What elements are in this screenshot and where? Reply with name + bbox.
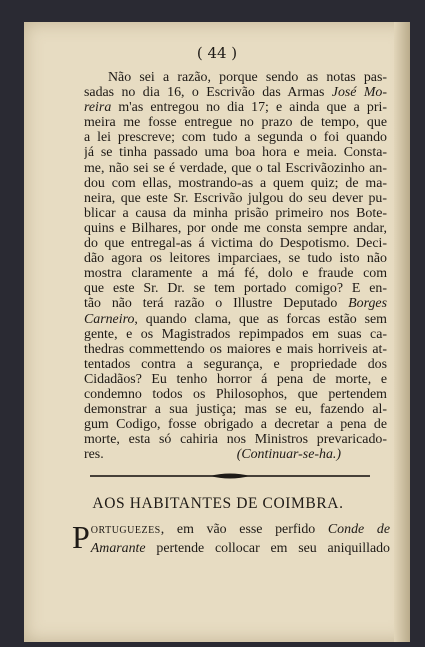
paragraph-1-line: do que entregal-as á victima do Despotismo. Deci- [84, 236, 387, 252]
drop-cap: P [72, 519, 90, 555]
paragraph-1-line: meira me fosse entregue no prazo de tempo, que [84, 115, 387, 131]
paragraph-1-line: a lei prescreve; com tudo a segunda o foi quando [84, 130, 387, 146]
paragraph-1-line: morte, esta só cahiria nos Ministros prevaricado- [84, 432, 387, 448]
paragraph-1-line: tão não terá razão o Illustre Deputado Borges [84, 296, 387, 312]
paragraph-2-line-2-italic: Amarante [90, 541, 146, 556]
paragraph-2-line-2 [72, 539, 390, 558]
paragraph-1-line: dão agora os leitores imparciaes, se tudo isto não [84, 251, 387, 267]
paragraph-1-line: demonstrar a sua justiça; mas se eu, fazendo al- [84, 402, 387, 418]
paragraph-1-line: gum Codigo, fosse obrigado a decretar a pena de [84, 417, 387, 433]
paragraph-2-line-1-text: , em vão esse perfido [160, 522, 316, 537]
page-number: ( 44 ) [196, 44, 238, 62]
paragraph-1-line: gente, e os Magistrados repimpados em suas ca- [84, 326, 387, 342]
section-divider [90, 472, 370, 480]
paragraph-1-line: Não sei a razão, porque sendo as notas pas- [108, 70, 387, 85]
book-page [24, 22, 410, 642]
paragraph-2 [72, 520, 390, 558]
paragraph-1-line: Cidadãos? Eu tenho horror á pena de morte, e [84, 371, 387, 387]
paragraph-1-line: reira m'as entregou no dia 17; e ainda que a pri- [84, 100, 387, 116]
paragraph-1-line: já se tinha passado uma boa hora e meia. Consta- [84, 145, 387, 161]
continuation-note: (Continuar-se-ha.) [236, 447, 341, 463]
paragraph-1-line: quins e Bilhares, por onde me consta sempre andar, [84, 220, 387, 236]
paragraph-1-final-line [84, 447, 387, 462]
paragraph-2-line-1 [72, 520, 390, 539]
paragraph-2-line-1-italic: Conde de [327, 522, 390, 537]
paragraph-2-first-word: ortuguezes [90, 522, 161, 537]
paragraph-1-line: neira, que este Sr. Escrivão julgou do seu dever pu- [84, 190, 387, 206]
paragraph-1-line: thedras commettendo os maiores e mais horriveis at- [84, 341, 387, 357]
paragraph-2-line-2-text: pertende collocar em seu aniquillado [156, 541, 390, 556]
paragraph-1-line: blicar a causa da minha prisão primeiro nos Bote- [84, 205, 387, 221]
paragraph-1 [84, 70, 387, 462]
paragraph-1-line: sadas no dia 16, o Escrivão das Armas José Mo- [84, 85, 387, 101]
paragraph-1-line: tentados contra a segurança, e propriedade dos [84, 356, 387, 372]
page-gutter [394, 22, 410, 642]
paragraph-1-line: Carneiro, quando clama, que as forcas estão sem [84, 311, 387, 327]
paragraph-1-line: mostra claramente a má fé, dolo e fraude com [84, 266, 387, 282]
paragraph-1-line: dou com ellas, mostrando-as a quem quiz; de ma- [84, 175, 387, 191]
paragraph-1-line: condemno todos os Philosophos, que pertendem [84, 386, 387, 402]
section-heading: AOS HABITANTES DE COIMBRA. [92, 495, 344, 512]
paragraph-1-line: me, não sei se é verdade, que o tal Escrivãozinho an- [84, 160, 387, 176]
paragraph-1-line: que este Sr. Dr. se tem portado comigo? E en- [84, 281, 387, 297]
paragraph-1-final-text: res. [84, 447, 104, 463]
